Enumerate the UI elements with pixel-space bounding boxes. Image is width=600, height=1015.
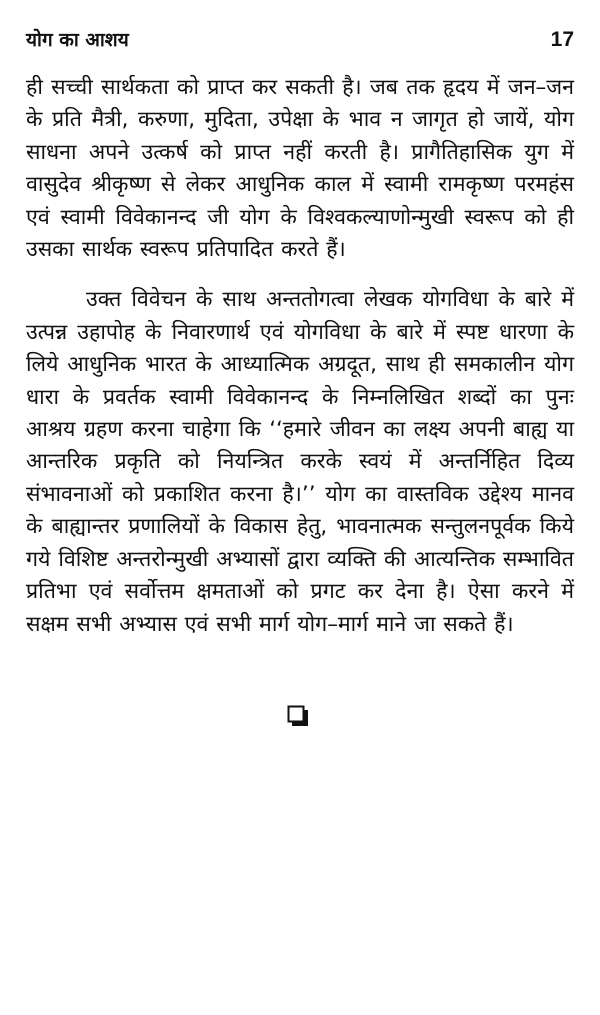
body-text: [26, 72, 574, 641]
paragraph-2: उक्त विवेचन के साथ अन्ततोगत्वा लेखक योगविधा के बारे में उत्पन्न उहापोह के निवारणार्थ एवं योगविधा के बारे में स्पष्ट धारणा के लिये आधुनिक भारत के आध्यात्मिक अग्रदूत, साथ ही समकालीन योग धारा के प्रवर्तक स्वामी विवेकानन्द के निम्नलिखित शब्दों का पुनः आश्रय ग्रहण करना चाहेगा कि ‘‘हमारे जीवन का लक्ष्य अपनी बाह्य या आन्तरिक प्रकृति को नियन्त्रित करके स्वयं में अन्तर्निहित दिव्य संभावनाओं को प्रकाशित करना है।’’ योग का वास्तविक उद्देश्य मानव के बाह्यान्तर प्रणालियों के विकास हेतु, भावनात्मक सन्तुलनपूर्वक किये गये विशिष्ट अन्तरोन्मुखी अभ्यासों द्वारा व्यक्ति की आत्यन्तिक सम्भावित प्रतिभा एवं सर्वोत्तम क्षमताओं को प्रगट कर देना है। ऐसा करने में सक्षम सभी अभ्यास एवं सभी मार्ग योग–मार्ग माने जा सकते हैं।: [26, 287, 574, 637]
chapter-title: योग का आशय: [26, 29, 129, 51]
shadowed-square-icon: [287, 705, 309, 727]
page-number: 17: [550, 28, 574, 51]
paragraph-1: ही सच्ची सार्थकता को प्राप्त कर सकती है। जब तक हृदय में जन–जन के प्रति मैत्री, करुणा, मुदिता, उपेक्षा के भाव न जागृत हो जायें, योग साधना अपने उत्कर्ष को प्राप्त नहीं करती है। प्रागैतिहासिक युग में वासुदेव श्रीकृष्ण से लेकर आधुनिक काल में स्वामी रामकृष्ण परमहंस एवं स्वामी विवेकानन्द जी योग के विश्वकल्याणोन्मुखी स्वरूप को ही उसका सार्थक स्वरूप प्रतिपादित करते हैं।: [26, 75, 574, 263]
running-header: [26, 24, 574, 56]
